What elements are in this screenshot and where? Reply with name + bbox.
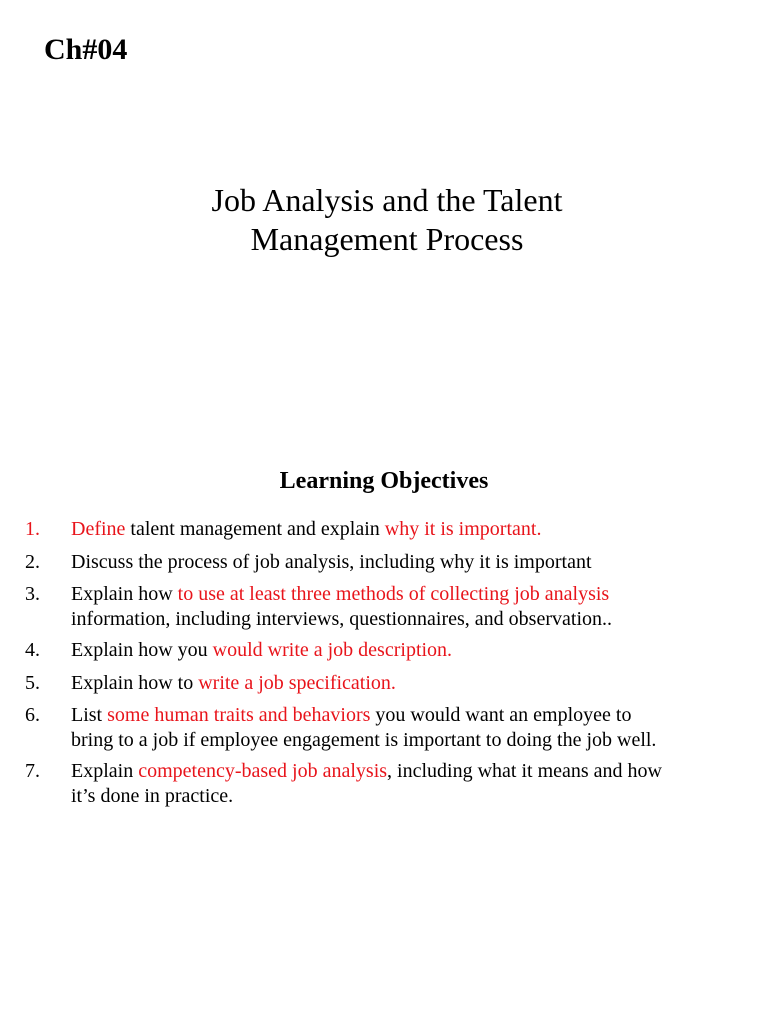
objective-highlight: some human traits and behaviors (107, 704, 371, 726)
objective-highlight: to use at least three methods of collecting job analysis (177, 583, 610, 605)
objective-number: 2. (25, 551, 40, 573)
objective-text (71, 582, 761, 632)
objective-segment: Explain how you (71, 639, 213, 661)
objective-segment: bring to a job if employee engagement is important to doing the job well. (71, 729, 657, 751)
objective-segment: Explain (71, 760, 139, 782)
objective-segment: it’s done in practice. (71, 785, 234, 807)
objective-segment: Discuss the process of job analysis, including why it is important (71, 551, 592, 573)
objective-segment: Explain how (71, 583, 178, 605)
objective-line (71, 582, 761, 607)
objective-number: 7. (25, 760, 40, 782)
objective-highlight: competency-based job analysis (138, 760, 388, 782)
page-title-line-1: Job Analysis and the Talent (211, 182, 563, 218)
objective-line (71, 550, 761, 575)
objective-highlight: why it is important. (384, 518, 542, 540)
objective-text (71, 703, 761, 753)
objective-segment: information, including interviews, questionnaires, and observation.. (71, 608, 612, 630)
objectives-heading: Learning Objectives (279, 468, 489, 494)
objective-highlight: write a job specification. (198, 672, 396, 694)
objective-highlight: Define (71, 518, 126, 540)
objective-line (71, 638, 761, 663)
chapter-label: Ch#04 (44, 33, 128, 66)
objective-line (71, 728, 761, 753)
objective-text (71, 759, 761, 809)
objective-text (71, 638, 761, 663)
objective-segment: List (71, 704, 108, 726)
objective-segment: you would want an employee to (370, 704, 632, 726)
objective-text (71, 517, 761, 542)
objective-segment: talent management and explain (125, 518, 385, 540)
objective-line (71, 703, 761, 728)
objective-segment: Explain how to (71, 672, 199, 694)
objective-line (71, 671, 761, 696)
objective-text (71, 550, 761, 575)
objective-text (71, 671, 761, 696)
objective-number: 1. (25, 518, 40, 540)
objective-line (71, 517, 761, 542)
page-title (0, 181, 768, 259)
objective-line (71, 607, 761, 632)
objective-number: 5. (25, 672, 40, 694)
objective-line (71, 784, 761, 809)
objective-highlight: would write a job description. (212, 639, 453, 661)
objective-number: 6. (25, 704, 40, 726)
objective-segment: , including what it means and how (387, 760, 662, 782)
objective-number: 4. (25, 639, 40, 661)
objective-line (71, 759, 761, 784)
objective-number: 3. (25, 583, 40, 605)
page-title-line-2: Management Process (250, 221, 524, 257)
